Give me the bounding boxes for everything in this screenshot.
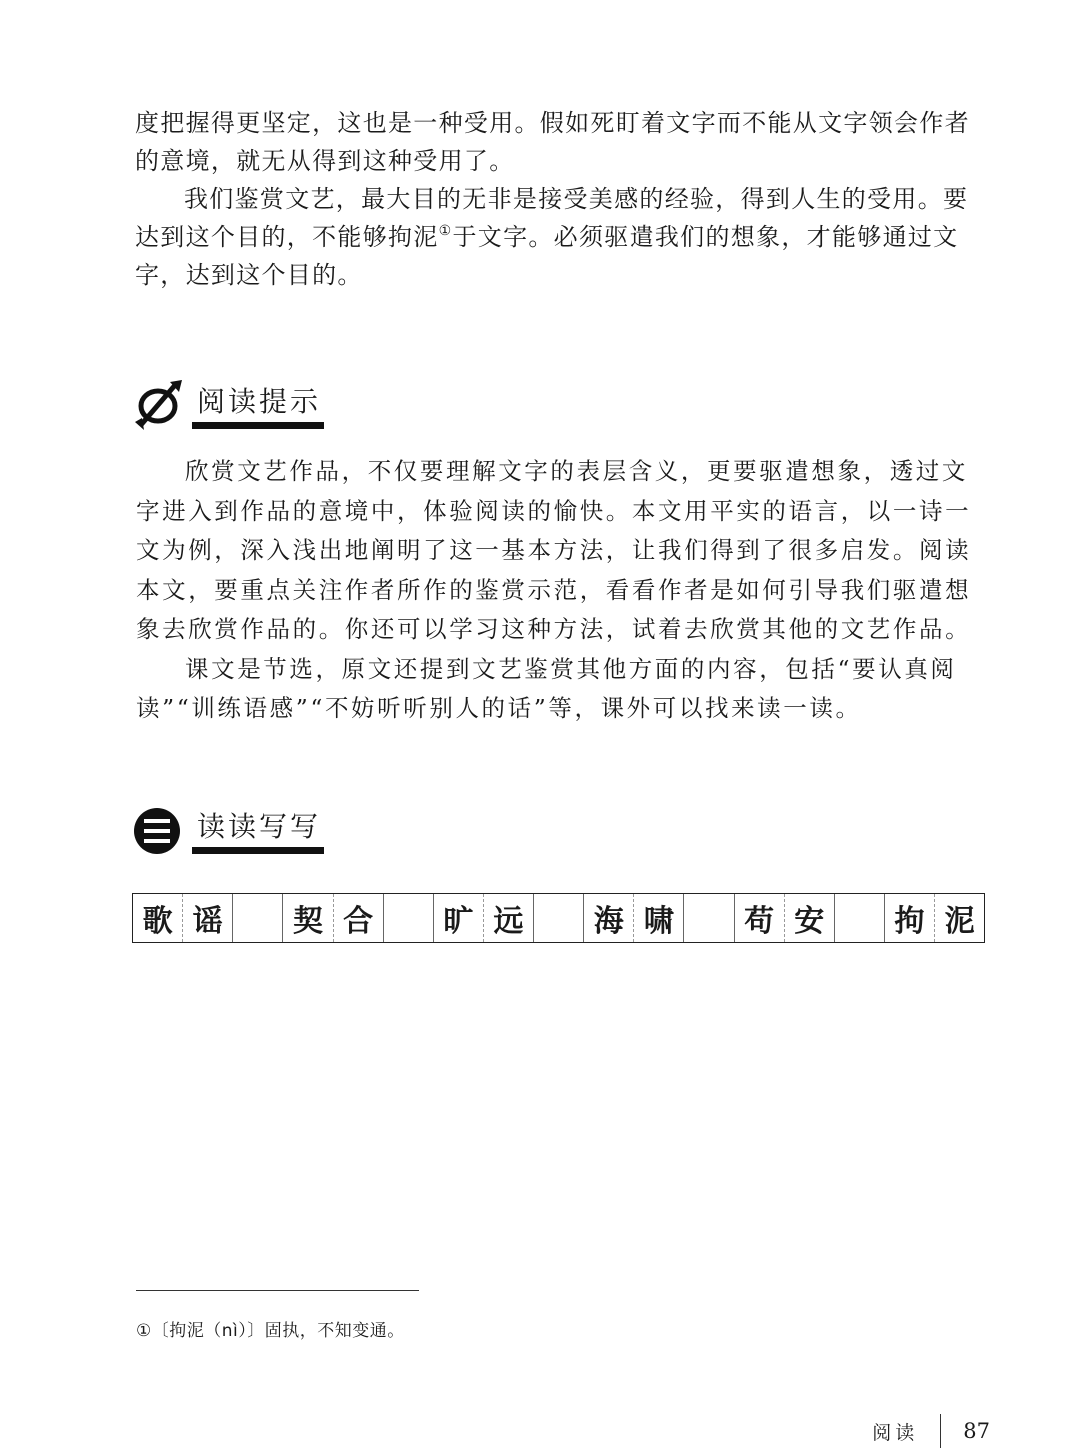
read-write-heading [132,803,432,867]
footer-divider [940,1414,941,1448]
reading-tip-paragraph-2: 课文是节选，原文还提到文艺鉴赏其他方面的内容，包括“要认真阅读”“训练语感”“不妨听听别人的话”等，课外可以找来读一读。 [136,654,957,722]
vocab-cell: 契 [282,894,332,942]
vocab-cell: 海 [583,894,633,942]
reading-tip-text [136,452,992,729]
reading-tip-heading [132,378,432,442]
vocab-cell [383,894,433,942]
vocab-cell: 远 [483,894,533,942]
vocab-grid [132,893,985,943]
vocab-cell: 旷 [433,894,483,942]
vocab-cell [683,894,733,942]
page-footer [872,1414,990,1448]
paragraph-2 [135,180,991,294]
feather-quill-icon [132,378,186,438]
main-text [135,104,991,294]
vocab-cell: 安 [784,894,834,942]
vocab-cell: 苟 [734,894,784,942]
footer-section-label: 阅读 [872,1421,919,1444]
reading-tip-paragraph-1: 欣赏文艺作品，不仅要理解文字的表层含义，更要驱遣想象，透过文字进入到作品的意境中，体验阅读的愉快。本文用平实的语言，以一诗一文为例，深入浅出地阐明了这一基本方法，让我们得到了很多启发。阅读本文，要重点关注作者所作的鉴赏示范，看看作者是如何引导我们驱遣想象去欣赏作品的。你还可以学习这种方法，试着去欣赏其他的文艺作品。 [136,457,972,643]
vocab-cell: 泥 [934,894,984,942]
heading-underline [192,422,324,429]
paragraph-2-part-a: 我们鉴赏文艺，最大目的无非是接受美感的经验，得到人生的受用。要达到这个目的，不能够拘泥 [135,185,969,251]
vocab-cell: 合 [333,894,383,942]
vocab-cell: 歌 [142,904,173,939]
footnote-marker[interactable]: ① [438,223,453,239]
reading-tip-title: 阅读提示 [197,385,322,418]
heading-underline [192,847,324,854]
vocab-cell [533,894,583,942]
vocab-cell [232,894,282,942]
three-lines-circle-icon [132,803,186,863]
page-number: 87 [963,1419,990,1443]
vocab-cell: 拘 [884,894,934,942]
vocab-cell [834,894,884,942]
paragraph-2-part-b: 于文字。必须驱遣我们的想象，才能够通过文字，达到这个目的。 [135,223,959,289]
paragraph-1: 度把握得更坚定，这也是一种受用。假如死盯着文字而不能从文字领会作者的意境，就无从得到这种受用了。 [135,109,970,175]
footnote-divider [136,1290,419,1291]
read-write-title: 读读写写 [197,810,322,843]
vocab-cell: 谣 [182,894,232,942]
vocab-cell: 啸 [633,894,683,942]
footnote: ①〔拘泥（nì）〕固执，不知变通。 [136,1321,405,1341]
